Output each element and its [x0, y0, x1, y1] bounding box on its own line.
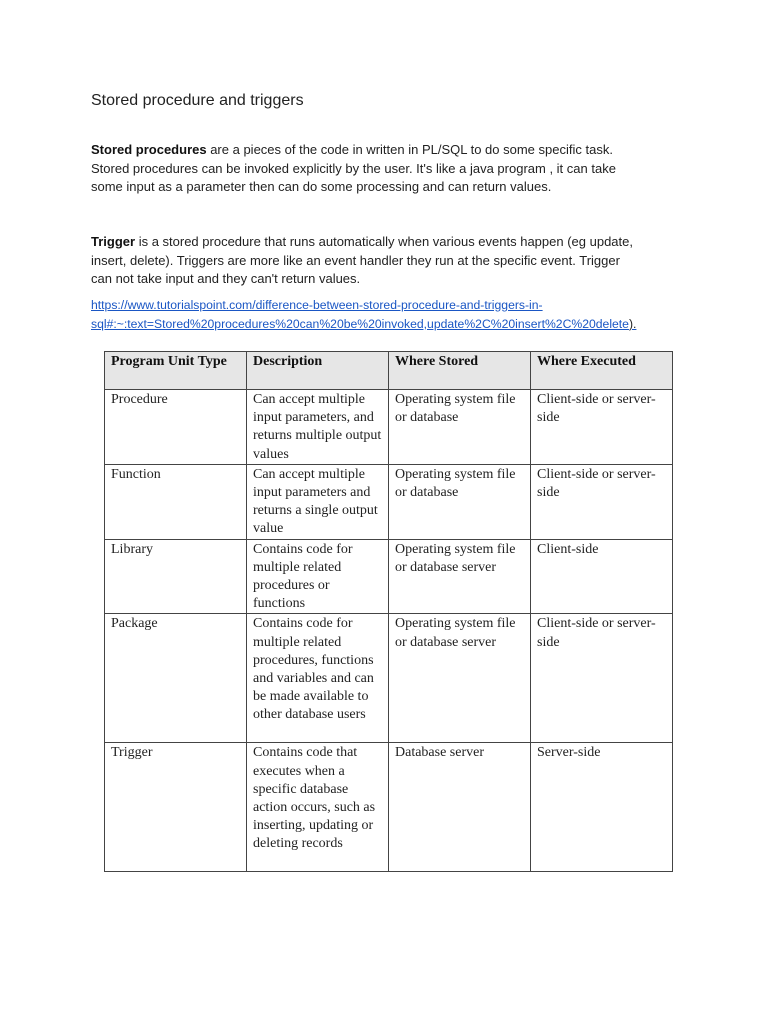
sp-line-2: Stored procedures can be invoked explicitly by the user. It's like a java program , it can take [91, 160, 616, 176]
header-where-executed: Where Executed [531, 352, 673, 390]
reference-link-line-2[interactable] [91, 315, 691, 334]
table-header-row [105, 352, 673, 390]
cell-description: Contains code that executes when a specific database action occurs, such as inserting, updating or deleting records [247, 743, 389, 872]
cell-where-stored: Operating system file or database server [389, 539, 531, 614]
cell-unit-type: Function [105, 464, 247, 539]
cell-where-stored: Operating system file or database [389, 390, 531, 465]
cell-where-stored: Database server [389, 743, 531, 872]
cell-where-stored: Operating system file or database [389, 464, 531, 539]
sp-text-1: are a pieces of the code in written in PL/SQL to do some specific task. [206, 142, 613, 157]
table-row [105, 539, 673, 614]
trigger-paragraph [91, 233, 691, 289]
page-title: Stored procedure and triggers [91, 92, 304, 109]
header-description: Description [247, 352, 389, 390]
trigger-line-1 [91, 233, 691, 252]
trigger-line-2: insert, delete). Triggers are more like an event handler they run at the specific event. Trigger [91, 252, 620, 268]
header-where-stored: Where Stored [389, 352, 531, 390]
reference-link-tail: ). [628, 317, 637, 331]
cell-where-executed: Client-side or server-side [531, 390, 673, 465]
stored-procedure-paragraph [91, 141, 691, 197]
table-row [105, 464, 673, 539]
sp-line-1 [91, 141, 691, 160]
table-row [105, 390, 673, 465]
cell-unit-type: Procedure [105, 390, 247, 465]
cell-description: Contains code for multiple related procedures, functions and variables and can be made available to other database users [247, 614, 389, 743]
cell-description: Can accept multiple input parameters and returns a single output value [247, 464, 389, 539]
reference-link[interactable] [91, 296, 691, 334]
cell-description: Contains code for multiple related procedures or functions [247, 539, 389, 614]
reference-link-line-1[interactable]: https://www.tutorialspoint.com/difference-between-stored-procedure-and-triggers-in- [91, 298, 543, 312]
table-row [105, 743, 673, 872]
cell-where-executed: Client-side or server-side [531, 614, 673, 743]
header-program-unit-type: Program Unit Type [105, 352, 247, 390]
sp-line-3: some input as a parameter then can do some processing and can return values. [91, 179, 552, 194]
cell-where-executed: Client-side or server-side [531, 464, 673, 539]
cell-description: Can accept multiple input parameters, and returns multiple output values [247, 390, 389, 465]
trigger-term: Trigger [91, 234, 136, 249]
sp-term: Stored procedures [91, 142, 207, 157]
trigger-text-1: is a stored procedure that runs automatically when various events happen (eg update, [135, 234, 633, 249]
cell-where-executed: Client-side [531, 539, 673, 614]
program-unit-table [104, 351, 673, 872]
cell-where-executed: Server-side [531, 743, 673, 872]
table-row [105, 614, 673, 743]
cell-where-stored: Operating system file or database server [389, 614, 531, 743]
reference-link-text-2[interactable]: sql#:~:text=Stored%20procedures%20can%20be%20invoked,update%2C%20insert%2C%20delete [91, 317, 629, 331]
cell-unit-type: Library [105, 539, 247, 614]
trigger-line-3: can not take input and they can't return values. [91, 271, 361, 286]
cell-unit-type: Trigger [105, 743, 247, 872]
cell-unit-type: Package [105, 614, 247, 743]
